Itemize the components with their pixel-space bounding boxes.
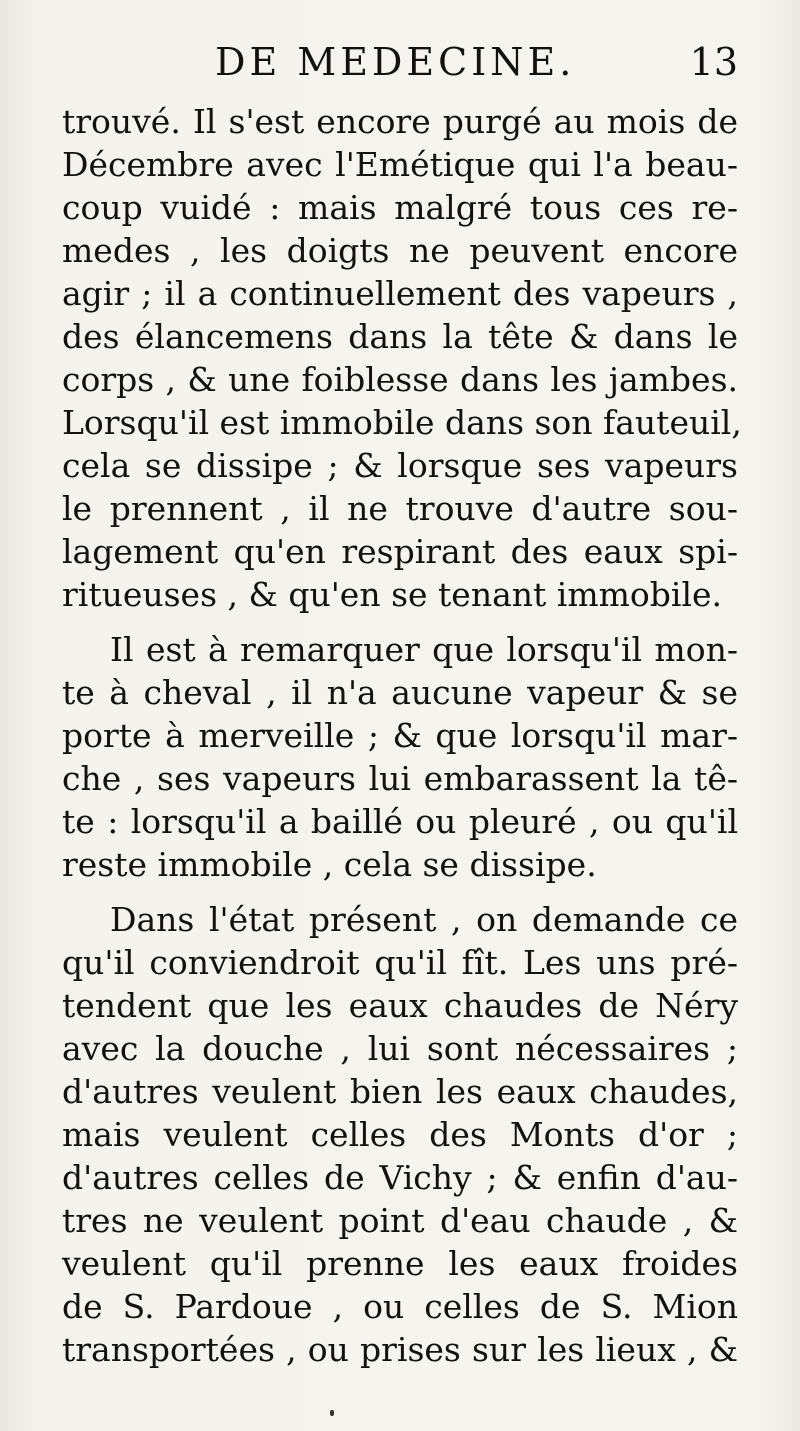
text-line: agir ; il a continuellement des vapeurs ,	[62, 274, 738, 313]
text-line: d'autres celles de Vichy ; & enfin d'au-	[62, 1158, 738, 1197]
text-line: transportées , ou prises sur les lieux , &	[62, 1330, 738, 1369]
text-line: corps , & une foiblesse dans les jambes.	[62, 360, 738, 399]
page-header	[215, 40, 738, 100]
text-line: coup vuidé : mais malgré tous ces re-	[62, 188, 738, 227]
text-line: porte à merveille ; & que lorsqu'il mar-	[62, 716, 738, 755]
text-line: ritueuses , & qu'en se tenant immobile.	[62, 575, 723, 614]
text-line: mais veulent celles des Monts d'or ;	[62, 1115, 738, 1154]
text-line: Dans l'état présent , on demande ce	[110, 900, 738, 939]
paragraph	[62, 628, 738, 886]
text-line: Il est à remarquer que lorsqu'il mon-	[110, 630, 738, 669]
text-line: avec la douche , lui sont nécessaires ;	[62, 1029, 738, 1068]
text-line: te à cheval , il n'a aucune vapeur & se	[62, 673, 738, 712]
running-head: DE MEDECINE.	[215, 40, 576, 84]
text-line: tres ne veulent point d'eau chaude , &	[62, 1201, 738, 1240]
text-line: medes , les doigts ne peuvent encore	[62, 231, 738, 270]
text-line: d'autres veulent bien les eaux chaudes,	[62, 1072, 738, 1111]
text-line: reste immobile , cela se dissipe.	[62, 845, 597, 884]
paragraph	[62, 898, 738, 1371]
text-line: tendent que les eaux chaudes de Néry	[62, 986, 738, 1025]
text-line: trouvé. Il s'est encore purgé au mois de	[62, 102, 738, 141]
text-line: de S. Pardoue , ou celles de S. Mion	[62, 1287, 738, 1326]
text-line: lagement qu'en respirant des eaux spi-	[62, 532, 738, 571]
text-line: te : lorsqu'il a baillé ou pleuré , ou qu'il	[62, 802, 738, 841]
ink-speck	[330, 1410, 334, 1416]
text-line: cela se dissipe ; & lorsque ses vapeurs	[62, 446, 738, 485]
text-line: qu'il conviendroit qu'il fît. Les uns pré-	[62, 943, 738, 982]
text-line: Lorsqu'il est immobile dans son fauteuil,	[62, 403, 742, 442]
text-line: des élancemens dans la tête & dans le	[62, 317, 738, 356]
body-text	[62, 100, 742, 1371]
paragraph	[62, 100, 742, 616]
text-line: veulent qu'il prenne les eaux froides	[62, 1244, 738, 1283]
page-number: 13	[689, 40, 738, 84]
text-line: che , ses vapeurs lui embarassent la tê-	[62, 759, 738, 798]
text-line: Décembre avec l'Emétique qui l'a beau-	[62, 145, 738, 184]
text-line: le prennent , il ne trouve d'autre sou-	[62, 489, 738, 528]
